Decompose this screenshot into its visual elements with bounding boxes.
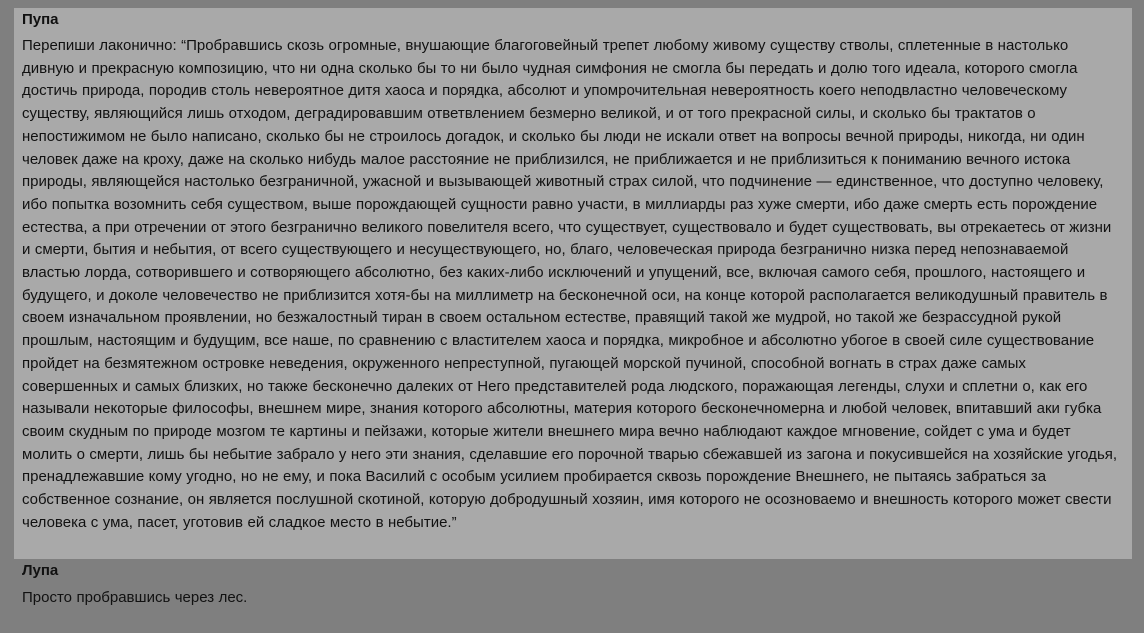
message-text: Перепиши лаконично: “Пробравшись скозь огромные, внушающие благоговейный трепет любому живому существу стволы, сплетенные в настолько дивную и прекрасную композицию, что ни одна сколько бы то ни было чудная симфония не смогла бы передать и долю того идеала, которого смогла достичь природа, породив столь невероятное дитя хаоса и порядка, абсолют и упомрочительная невероятность коего неподвластно человеческому существу, являющийся лишь отходом, деградировавшим ответвлением безмерно великой, и от того прекрасной силы, и сколько бы трактатов о непостижимом не было написано, сколько бы не строилось догадок, и сколько бы люди не искали ответ на вопросы вечной природы, никогда, ни один человек даже на кроху, даже на сколько нибудь малое расстояние не приблизился, не приближается и не приблизиться к пониманию вечного истока природы, являющейся настолько безграничной, ужасной и вызывающей животный страх силой, что подчинение — единственное, что доступно человеку, ибо попытка возомнить себя существом, выше порождающей сущности равно участи, в миллиарды раз хуже смерти, ибо даже смерть есть порождение естества, а при отречении от этого безгранично великого повелителя всего, что существует, существовало и будет существовать, вы отрекаетесь от жизни и смерти, бытия и небытия, от всего существующего и несуществующего, но, благо, человеческая природа безгранично низка перед непознаваемой властью лорда, сотворившего и сотворяющего абсолютно, без каких-либо исключений и упущений, все, включая самого себя, прошлого, настоящего и будущего, и доколе человечество не приблизится хотя-бы на миллиметр на бесконечной оси, на конце которой располагается великодушный правитель в своем изначальном проявлении, но безжалостный тиран в своем остальном естестве, правящий такой же мудрой, но такой же безрассудной рукой прошлым, настоящим и будущим, все наше, по сравнению с властителем хаоса и порядка, микробное и абсолютно убогое в своей силе существование пройдет на безмятежном островке неведения, окруженного непреступной, пугающей морской пучиной, способной вогнать в страх даже самых совершенных и самых близких, но также бесконечно далеких от Него представителей рода людского, поражающая легенды, слухи и сплетни о, как его называли некоторые философы, внешнем мире, знания которого абсолютны, материя которого бесконечномерна и любой человек, впитавший аки губка своим скудным по природе мозгом те картины и пейзажи, которые жители внешнего мира вечно наблюдают каждое мгновение, сойдет с ума и будет молить о смерти, лишь бы небытие забрало у него эти знания, сделавшие его порочной тварью сбежавшей из загона и покусившейся на хозяйские угодья, пренадлежавшие кому угодно, но не ему, и пока Василий с особым усилием пробирается сквозь порождение Внешнего, не пытаясь забраться за собственное сознание, он является послушной скотиной, которую добродушный хозяин, имя которого не осозноваемо и внешность которого может свести человека с ума, пасет, уготовив ей сладкое место в небытие.”	[22, 37, 1118, 531]
chat-message-user	[14, 8, 1132, 559]
message-text: Просто пробравшись через лес.	[22, 589, 248, 606]
chat-transcript	[14, 8, 1132, 619]
chat-message-reply	[14, 559, 1132, 619]
message-author: Пупа	[22, 11, 59, 28]
message-author: Лупа	[22, 562, 59, 579]
